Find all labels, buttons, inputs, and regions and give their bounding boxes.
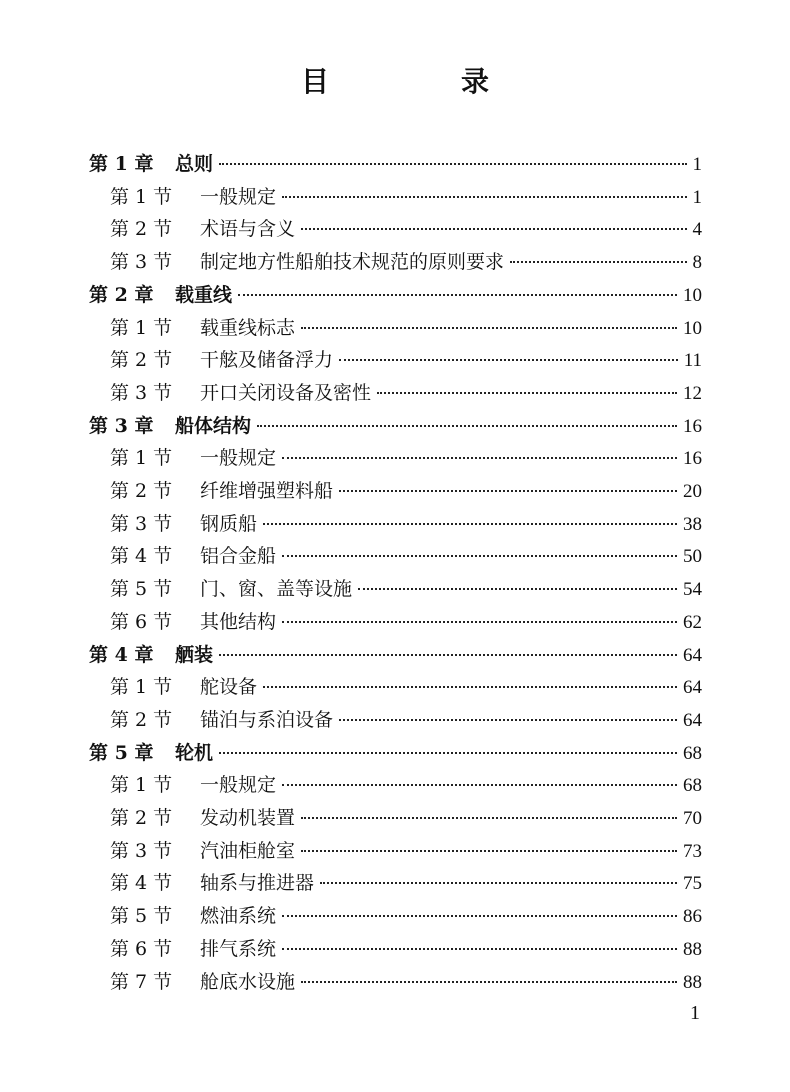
dot-leader	[282, 947, 677, 950]
dot-leader	[320, 881, 677, 884]
entry-page-number: 64	[683, 677, 702, 699]
toc-chapter-entry[interactable]	[89, 148, 702, 180]
entry-page-number: 68	[683, 742, 702, 764]
entry-number: 第 2 章	[89, 283, 154, 306]
entry-page-number: 16	[683, 448, 702, 470]
entry-page-number: 12	[683, 382, 702, 404]
dot-leader	[282, 783, 677, 786]
entry-title: 载重线	[175, 283, 233, 306]
entry-title: 汽油柜舱室	[200, 839, 296, 862]
entry-number: 第 2 节	[110, 349, 173, 372]
toc-section-entry[interactable]	[110, 933, 702, 965]
entry-number: 第 4 章	[89, 643, 154, 666]
entry-page-number: 54	[683, 579, 702, 601]
dot-leader	[219, 162, 686, 165]
toc-section-entry[interactable]	[110, 442, 702, 474]
toc-section-entry[interactable]	[110, 344, 702, 376]
entry-title: 轮机	[175, 741, 214, 764]
entry-number: 第 3 节	[110, 381, 173, 404]
toc-chapter-entry[interactable]	[89, 410, 702, 442]
toc-section-entry[interactable]	[110, 508, 702, 540]
toc-section-entry[interactable]	[110, 966, 702, 998]
dot-leader	[282, 195, 686, 198]
entry-number: 第 1 节	[110, 185, 173, 208]
entry-title: 排气系统	[200, 937, 277, 960]
entry-page-number: 70	[683, 808, 702, 829]
entry-page-number: 16	[683, 415, 702, 437]
toc-section-entry[interactable]	[110, 246, 702, 278]
dot-leader	[219, 751, 677, 754]
entry-page-number: 88	[683, 971, 702, 993]
toc-section-entry[interactable]	[110, 377, 702, 409]
entry-page-number: 73	[683, 840, 702, 862]
toc-section-entry[interactable]	[110, 900, 702, 932]
entry-number: 第 1 节	[110, 676, 173, 699]
entry-title: 纤维增强塑料船	[200, 480, 334, 502]
dot-leader	[510, 260, 686, 263]
entry-page-number: 62	[683, 611, 702, 633]
entry-page-number: 64	[683, 644, 702, 666]
entry-title: 总则	[175, 153, 214, 175]
entry-title: 术语与含义	[200, 218, 296, 241]
toc-section-entry[interactable]	[110, 213, 702, 245]
entry-page-number: 68	[683, 775, 702, 797]
entry-title: 一般规定	[200, 185, 277, 208]
entry-number: 第 3 节	[110, 839, 173, 862]
toc-section-entry[interactable]	[110, 671, 702, 703]
dot-leader	[301, 227, 686, 230]
entry-title: 制定地方性船舶技术规范的原则要求	[200, 251, 505, 274]
entry-title: 一般规定	[200, 447, 277, 470]
entry-title: 轴系与推进器	[200, 872, 315, 895]
entry-title: 发动机装置	[200, 807, 296, 829]
toc-section-entry[interactable]	[110, 802, 702, 834]
page-title: 目 录	[300, 65, 541, 98]
dot-leader	[301, 816, 677, 819]
entry-number: 第 1 节	[110, 774, 173, 797]
toc-section-entry[interactable]	[110, 835, 702, 867]
entry-title: 其他结构	[200, 610, 277, 633]
dot-leader	[282, 456, 677, 459]
entry-number: 第 4 节	[110, 545, 173, 568]
entry-title: 舱底水设施	[200, 970, 296, 993]
dot-leader	[339, 358, 678, 361]
dot-leader	[339, 718, 677, 721]
entry-page-number: 11	[683, 350, 702, 372]
dot-leader	[219, 653, 677, 656]
entry-title: 锚泊与系泊设备	[200, 708, 334, 731]
entry-number: 第 2 节	[110, 708, 173, 731]
entry-title: 舵设备	[200, 676, 258, 699]
entry-number: 第 3 节	[110, 512, 173, 535]
entry-number: 第 7 节	[110, 970, 173, 993]
entry-title: 舾装	[175, 643, 214, 666]
entry-page-number: 8	[692, 252, 702, 274]
entry-number: 第 3 章	[89, 414, 154, 437]
toc-section-entry[interactable]	[110, 475, 702, 507]
entry-page-number: 75	[683, 873, 702, 895]
dot-leader	[301, 326, 677, 329]
entry-title: 开口关闭设备及密性	[200, 381, 372, 404]
dot-leader	[282, 620, 677, 623]
toc-section-entry[interactable]	[110, 573, 702, 605]
entry-page-number: 50	[683, 546, 702, 568]
dot-leader	[263, 522, 677, 525]
toc-section-entry[interactable]	[110, 867, 702, 899]
entry-title: 燃油系统	[200, 905, 277, 928]
toc-chapter-entry[interactable]	[89, 279, 702, 311]
dot-leader	[238, 293, 677, 296]
entry-number: 第 2 节	[110, 480, 173, 502]
entry-number: 第 5 章	[89, 741, 154, 764]
entry-title: 门、窗、盖等设施	[200, 578, 353, 601]
entry-page-number: 20	[683, 481, 702, 502]
entry-page-number: 10	[683, 284, 702, 306]
entry-title: 载重线标志	[200, 316, 296, 339]
entry-number: 第 3 节	[110, 251, 173, 274]
toc-section-entry[interactable]	[110, 769, 702, 801]
toc-chapter-entry[interactable]	[89, 737, 702, 769]
entry-number: 第 2 节	[110, 218, 173, 241]
entry-number: 第 1 章	[89, 153, 154, 175]
entry-page-number: 88	[683, 938, 702, 960]
toc-section-entry[interactable]	[110, 181, 702, 213]
entry-page-number: 1	[692, 186, 702, 208]
toc-chapter-entry[interactable]	[89, 639, 702, 671]
entry-title: 船体结构	[175, 414, 252, 437]
entry-title: 一般规定	[200, 774, 277, 797]
toc-section-entry[interactable]	[110, 540, 702, 572]
dot-leader	[339, 489, 677, 492]
entry-page-number: 1	[692, 154, 702, 175]
entry-number: 第 5 节	[110, 578, 173, 601]
dot-leader	[282, 914, 677, 917]
entry-page-number: 86	[683, 906, 702, 928]
entry-page-number: 4	[692, 219, 702, 241]
dot-leader	[301, 849, 677, 852]
entry-page-number: 38	[683, 513, 702, 535]
entry-number: 第 2 节	[110, 807, 173, 829]
entry-number: 第 1 节	[110, 447, 173, 470]
entry-number: 第 6 节	[110, 610, 173, 633]
entry-number: 第 6 节	[110, 937, 173, 960]
dot-leader	[377, 391, 677, 394]
entry-number: 第 1 节	[110, 316, 173, 339]
page-number: 1	[690, 1002, 700, 1024]
entry-title: 干舷及储备浮力	[200, 349, 334, 372]
dot-leader	[257, 424, 677, 427]
dot-leader	[301, 980, 677, 983]
entry-title: 铝合金船	[200, 545, 277, 568]
toc-section-entry[interactable]	[110, 312, 702, 344]
entry-page-number: 64	[683, 709, 702, 731]
dot-leader	[358, 587, 677, 590]
toc-section-entry[interactable]	[110, 606, 702, 638]
entry-number: 第 4 节	[110, 872, 173, 895]
entry-title: 钢质船	[200, 512, 258, 535]
dot-leader	[263, 685, 677, 688]
entry-page-number: 10	[683, 317, 702, 339]
dot-leader	[282, 554, 677, 557]
entry-number: 第 5 节	[110, 905, 173, 928]
toc-section-entry[interactable]	[110, 704, 702, 736]
